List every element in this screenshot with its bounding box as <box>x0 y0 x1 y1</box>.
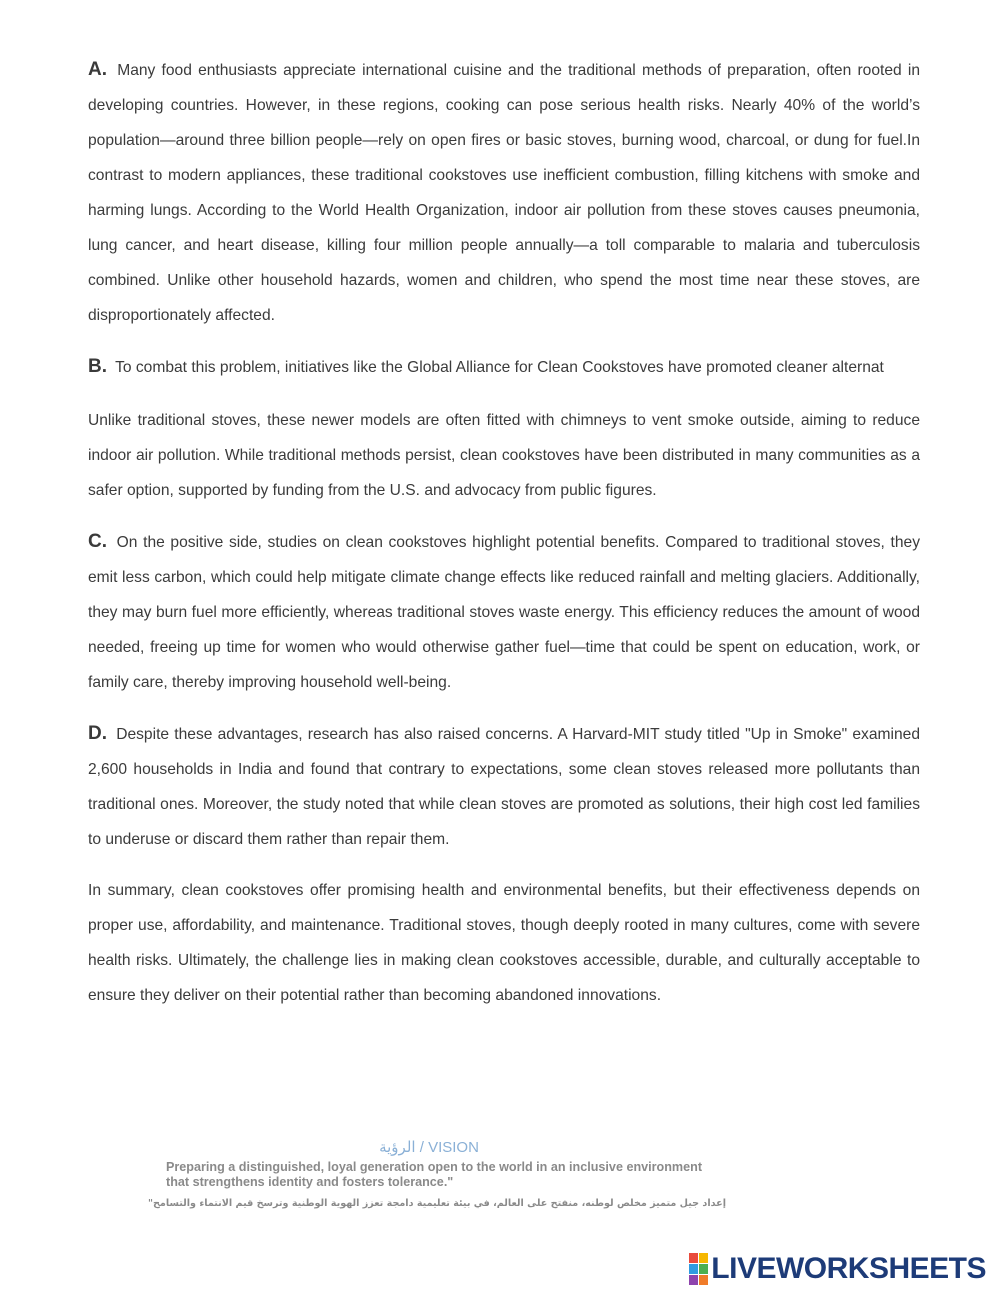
logo-square <box>689 1275 698 1285</box>
logo-square <box>699 1253 708 1263</box>
paragraph-text: Many food enthusiasts appreciate international cuisine and the traditional methods of preparation, often rooted in developing countries. However, in these regions, cooking can pose serious health risks. Nearly 40% of the world’s population—around three billion people—rely on open fires or basic stoves, burning wood, charcoal, or dung for fuel.In contrast to modern appliances, these traditional cookstoves use inefficient combustion, filling kitchens with smoke and harming lungs. According to the World Health Organization, indoor air pollution from these stoves causes pneumonia, lung cancer, and heart disease, killing four million people annually—a toll comparable to malaria and tuberculosis combined. Unlike other household hazards, women and children, who spend the most time near these stoves, are disproportionately affected. <box>88 62 920 324</box>
paragraph-letter: C. <box>88 531 107 552</box>
paragraph-text: On the positive side, studies on clean cookstoves highlight potential benefits. Compared to traditional stoves, they emit less carbon, which could help mitigate climate change effects like reduced rainfall and melting glaciers. Additionally, they may burn fuel more efficiently, whereas traditional stoves waste energy. This efficiency reduces the amount of wood needed, freeing up time for women who would otherwise gather fuel—time that could be spent on education, work, or family care, thereby improving household well-being. <box>88 534 920 691</box>
logo-square <box>689 1264 698 1274</box>
vision-english-text: Preparing a distinguished, loyal generation open to the world in an inclusive environment that strengthens identity and fosters tolerance." <box>166 1160 703 1189</box>
paragraph-d <box>88 716 920 857</box>
vision-title: الرؤية / VISION <box>379 1139 479 1156</box>
liveworksheets-brand[interactable] <box>689 1252 986 1286</box>
brand-name: LIVEWORKSHEETS <box>711 1252 986 1285</box>
paragraph-a <box>88 52 920 333</box>
paragraph-letter: A. <box>88 59 107 80</box>
paragraph-text: Despite these advantages, research has also raised concerns. A Harvard-MIT study titled "Up in Smoke" examined 2,600 households in India and found that contrary to expectations, some clean stoves released more pollutants than traditional ones. Moreover, the study noted that while clean stoves are promoted as solutions, their high cost led families to underuse or discard them rather than repair them. <box>88 726 920 848</box>
reading-passage <box>88 52 920 1029</box>
paragraph-c <box>88 524 920 700</box>
vision-statement <box>148 1138 726 1209</box>
paragraph-summary <box>88 873 920 1013</box>
paragraph-text: In summary, clean cookstoves offer promising health and environmental benefits, but their effectiveness depends on proper use, affordability, and maintenance. Traditional stoves, though deeply rooted in many cultures, come with severe health risks. Ultimately, the challenge lies in making clean cookstoves accessible, durable, and culturally acceptable to ensure they deliver on their potential rather than becoming abandoned innovations. <box>88 882 920 1004</box>
paragraph-text: To combat this problem, initiatives like the Global Alliance for Clean Cookstoves have promoted cleaner alternat <box>115 359 884 376</box>
logo-square <box>699 1264 708 1274</box>
paragraph-text: Unlike traditional stoves, these newer models are often fitted with chimneys to vent smoke outside, aiming to reduce indoor air pollution. While traditional methods persist, clean cookstoves have been distributed in many communities as a safer option, supported by funding from the U.S. and advocacy from public figures. <box>88 412 920 499</box>
liveworksheets-logo-icon <box>689 1253 708 1285</box>
logo-square <box>699 1275 708 1285</box>
paragraph-letter: D. <box>88 723 107 744</box>
vision-arabic-text: إعداد جيل متميز مخلص لوطنه، منفتح على العالم، في بيئة تعليمية دامجة تعزز الهوية الوطنية وترسخ قيم الانتماء والتسامح" <box>148 1198 726 1209</box>
paragraph-letter: B. <box>88 356 107 377</box>
paragraph-b <box>88 349 920 385</box>
paragraph-b-continued <box>88 403 920 508</box>
logo-square <box>689 1253 698 1263</box>
